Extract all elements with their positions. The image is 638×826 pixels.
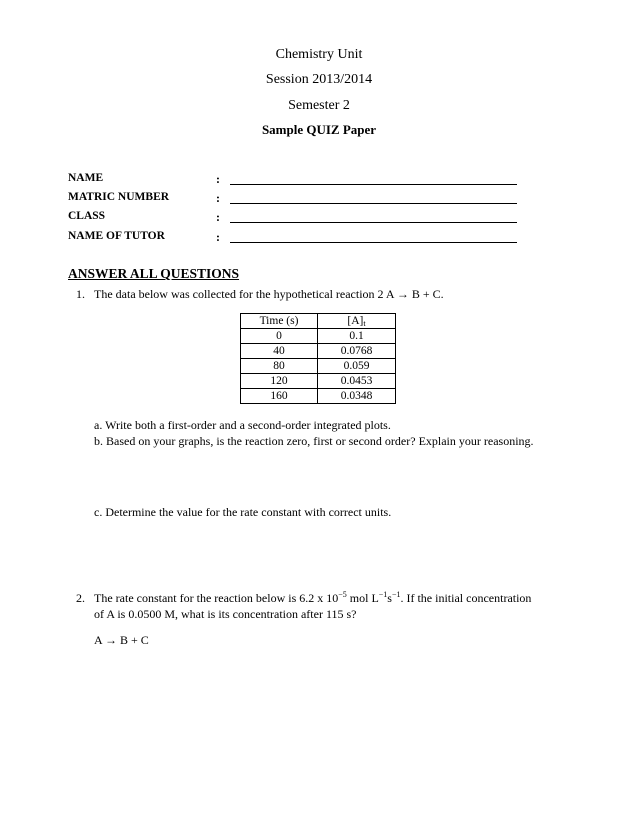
q2-exponent: −1: [378, 590, 388, 599]
matric-blank-line[interactable]: [230, 203, 517, 204]
section-heading: ANSWER ALL QUESTIONS: [68, 266, 240, 281]
question-2-number: 2.: [76, 591, 85, 605]
table-row: [241, 389, 396, 404]
table-cell-concentration: 0.0453: [318, 374, 396, 389]
question-1-text: The data below was collected for the hypothetical reaction 2 A → B + C.: [94, 287, 444, 301]
info-colon: :: [216, 230, 220, 244]
table-row: [241, 329, 396, 344]
info-label-class: CLASS: [68, 210, 106, 222]
document-session: Session 2013/2014: [265, 72, 373, 87]
q2-text-part: . If the initial concentration: [400, 591, 532, 605]
table-cell-time: 80: [241, 359, 318, 374]
document-unit-title: Chemistry Unit: [275, 47, 363, 62]
table-row: [241, 344, 396, 359]
q2-text-part: The rate constant for the reaction below is 6.2 x 10: [94, 591, 339, 605]
table-cell-time: 160: [241, 389, 318, 404]
table-header-row: [241, 314, 396, 329]
question-1-number: 1.: [76, 287, 85, 301]
table-cell-time: 120: [241, 374, 318, 389]
table-cell-concentration: 0.0768: [318, 344, 396, 359]
table-header-time: Time (s): [241, 314, 318, 329]
info-label-name: NAME: [68, 172, 104, 184]
tutor-blank-line[interactable]: [230, 242, 517, 243]
data-table: [240, 313, 396, 404]
name-blank-line[interactable]: [230, 184, 517, 185]
document-paper-title: Sample QUIZ Paper: [261, 122, 377, 137]
table-cell-time: 40: [241, 344, 318, 359]
table-row: [241, 374, 396, 389]
q2-text-part: s: [387, 591, 392, 605]
question-1-part-c: c. Determine the value for the rate constant with correct units.: [94, 505, 392, 519]
info-colon: :: [216, 191, 220, 205]
table-header-concentration: [318, 314, 396, 329]
question-2-text: [94, 591, 531, 606]
info-colon: :: [216, 210, 220, 224]
question-2-text-line2: of A is 0.0500 M, what is its concentration after 115 s?: [94, 607, 357, 621]
q2-exponent: −1: [391, 590, 401, 599]
info-colon: :: [216, 172, 220, 186]
question-1-part-a: a. Write both a first-order and a second-order integrated plots.: [94, 418, 391, 432]
info-label-matric: MATRIC NUMBER: [68, 191, 170, 203]
time-subscript: t: [363, 319, 366, 328]
question-2-reaction: A → B + C: [94, 633, 149, 647]
concentration-symbol: [A]: [347, 315, 364, 327]
class-blank-line[interactable]: [230, 222, 517, 223]
question-1-part-b: b. Based on your graphs, is the reaction zero, first or second order? Explain your reasoning.: [94, 434, 534, 448]
table-cell-concentration: 0.0348: [318, 389, 396, 404]
table-cell-concentration: 0.059: [318, 359, 396, 374]
document-semester: Semester 2: [288, 98, 350, 113]
info-label-tutor: NAME OF TUTOR: [68, 230, 165, 242]
q2-exponent: −5: [338, 590, 347, 599]
table-cell-concentration: 0.1: [318, 329, 396, 344]
table-row: [241, 359, 396, 374]
table-cell-time: 0: [241, 329, 318, 344]
q2-text-part: mol L: [346, 591, 379, 605]
